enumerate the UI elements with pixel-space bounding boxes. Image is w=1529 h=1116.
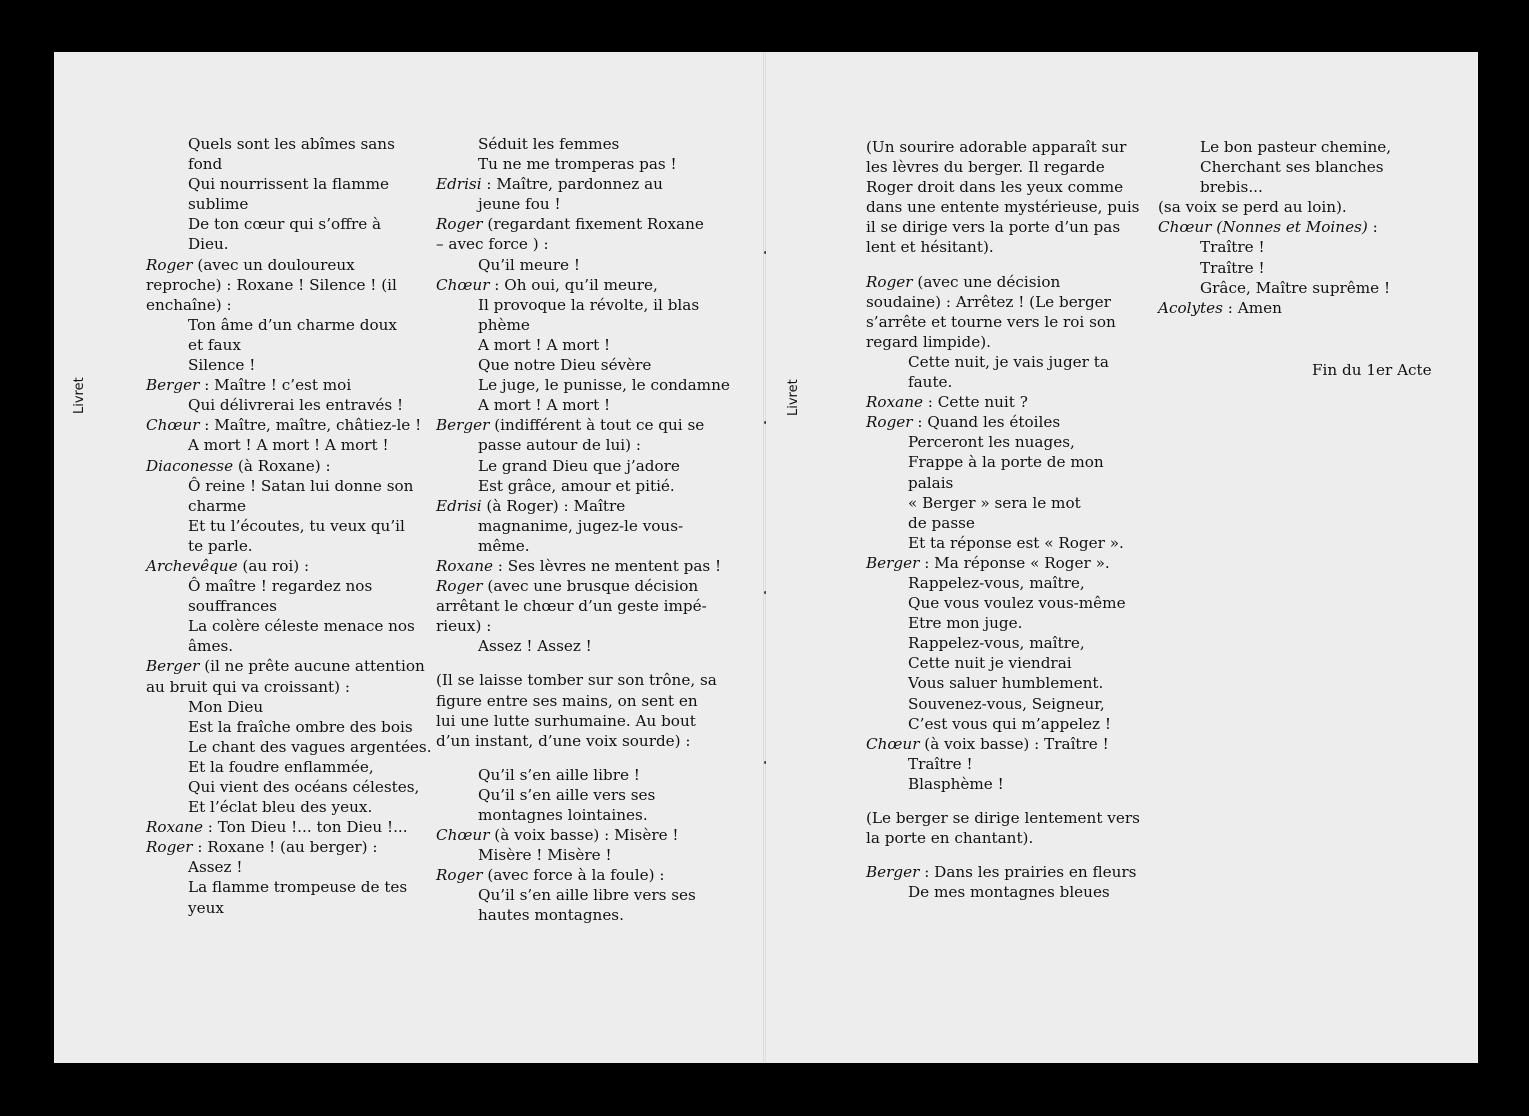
- verse-line: [866, 352, 1146, 372]
- line-text: Ton âme d’un charme doux: [188, 315, 397, 334]
- line-text: A mort ! A mort !: [478, 396, 611, 415]
- verse-line: [436, 375, 736, 395]
- line-text: enchaîne) :: [146, 295, 232, 314]
- line-text: charme: [188, 496, 246, 515]
- verse-line: [436, 154, 736, 174]
- verse-line: [866, 312, 1146, 332]
- line-text: – avec force ) :: [436, 235, 549, 254]
- speaker-name: Roger: [436, 577, 483, 596]
- line-text: souffrances: [188, 597, 277, 616]
- speaker-line: [1158, 217, 1458, 237]
- line-text: palais: [908, 473, 954, 492]
- line-text: (il ne prête aucune attention: [199, 657, 425, 676]
- verse-line: [866, 292, 1146, 312]
- line-text: De mes montagnes bleues: [908, 883, 1110, 902]
- verse-line: [146, 234, 426, 254]
- line-text: Blasphème !: [908, 774, 1004, 793]
- speaker-name: Acolytes: [1158, 298, 1223, 317]
- line-text: La flamme trompeuse de tes: [188, 878, 408, 897]
- verse-line: [146, 154, 426, 174]
- line-text: (regardant fixement Roxane: [482, 215, 704, 234]
- line-text: figure entre ses mains, on sent en: [436, 691, 698, 710]
- line-text: : Ses lèvres ne mentent pas !: [492, 556, 722, 575]
- line-text: Qu’il s’en aille libre !: [478, 765, 640, 784]
- verse-line: [436, 765, 736, 785]
- line-text: Rappelez-vous, maître,: [908, 573, 1085, 592]
- line-text: « Berger » sera le mot: [908, 493, 1081, 512]
- speaker-name: Diaconesse: [146, 456, 234, 475]
- verse-line: [146, 757, 426, 777]
- verse-line: [146, 697, 426, 717]
- speaker-line: [146, 656, 426, 676]
- line-text: : Ton Dieu !... ton Dieu !...: [202, 818, 408, 837]
- right-column-1: [866, 137, 1146, 902]
- line-text: Et la foudre enflammée,: [188, 757, 374, 776]
- verse-line: [436, 805, 736, 825]
- speaker-line: [436, 496, 736, 516]
- line-text: (Le berger se dirige lentement vers: [866, 809, 1140, 827]
- line-text: Vous saluer humblement.: [908, 674, 1104, 693]
- line-text: Et tu l’écoutes, tu veux qu’il: [188, 516, 405, 535]
- verse-line: [866, 157, 1146, 177]
- line-text: Mon Dieu: [188, 697, 264, 716]
- line-text: :: [1367, 218, 1378, 237]
- right-page: [766, 52, 1478, 1063]
- speaker-name: Roger: [436, 866, 483, 885]
- verse-line: [436, 435, 736, 455]
- line-text: Traître !: [908, 754, 973, 773]
- line-text: (indifférent à tout ce qui se: [489, 416, 705, 435]
- verse-line: [436, 476, 736, 496]
- verse-line: [866, 573, 1146, 593]
- line-text: Souvenez-vous, Seigneur,: [908, 694, 1105, 713]
- speaker-line: [436, 556, 736, 576]
- verse-line: [1158, 278, 1458, 298]
- verse-line: [866, 694, 1146, 714]
- speaker-name: Archevêque: [146, 556, 238, 575]
- verse-line: [436, 711, 736, 731]
- line-text: phème: [478, 315, 530, 334]
- speaker-name: Roger: [436, 215, 483, 234]
- verse-line: [866, 432, 1146, 452]
- line-text: soudaine) : Arrêtez ! (Le berger: [866, 292, 1111, 311]
- verse-line: [866, 237, 1146, 257]
- line-text: Qu’il s’en aille libre vers ses: [478, 886, 696, 905]
- verse-line: [436, 536, 736, 556]
- verse-line: [436, 596, 736, 616]
- verse-line: [436, 456, 736, 476]
- line-text: Que notre Dieu sévère: [478, 356, 652, 375]
- speaker-line: [436, 825, 736, 845]
- verse-line: [1158, 137, 1458, 157]
- right-column-2: [1158, 137, 1458, 318]
- verse-line: [866, 673, 1146, 693]
- line-text: A mort ! A mort !: [478, 335, 611, 354]
- line-text: regard limpide).: [866, 332, 991, 351]
- line-text: Traître !: [1200, 238, 1265, 257]
- speaker-name: Chœur (Nonnes et Moines): [1158, 218, 1368, 237]
- verse-line: [866, 774, 1146, 794]
- line-text: passe autour de lui) :: [478, 436, 642, 455]
- verse-line: [146, 476, 426, 496]
- speaker-line: [436, 576, 736, 596]
- line-text: au bruit qui va croissant) :: [146, 677, 351, 696]
- verse-line: [866, 493, 1146, 513]
- line-text: sublime: [188, 195, 249, 214]
- verse-line: [436, 355, 736, 375]
- speaker-name: Chœur: [866, 734, 920, 753]
- verse-line: [436, 785, 736, 805]
- speaker-line: [1158, 298, 1458, 318]
- line-text: Rappelez-vous, maître,: [908, 634, 1085, 653]
- speaker-line: [146, 415, 426, 435]
- verse-line: [866, 197, 1146, 217]
- line-text: la porte en chantant).: [866, 829, 1034, 848]
- line-text: lui une lutte surhumaine. Au bout: [436, 711, 696, 730]
- line-text: Qui vient des océans célestes,: [188, 778, 420, 796]
- verse-line: [866, 217, 1146, 237]
- verse-line: [1158, 177, 1458, 197]
- line-text: (Un sourire adorable apparaît sur: [866, 138, 1127, 156]
- line-text: Il provoque la révolte, il blas: [478, 295, 700, 314]
- speaker-name: Roger: [146, 255, 193, 274]
- speaker-name: Roxane: [146, 818, 203, 837]
- stanza-gap: [866, 848, 1146, 862]
- line-text: Est grâce, amour et pitié.: [478, 476, 675, 495]
- line-text: Tu ne me tromperas pas !: [478, 155, 677, 174]
- verse-line: [146, 616, 426, 636]
- line-text: rieux) :: [436, 617, 492, 636]
- stanza-gap: [866, 258, 1146, 272]
- line-text: : Cette nuit ?: [922, 393, 1028, 412]
- line-text: Perceront les nuages,: [908, 433, 1075, 452]
- verse-line: [866, 332, 1146, 352]
- verse-line: [436, 845, 736, 865]
- verse-line: [866, 808, 1146, 828]
- line-text: Le grand Dieu que j’adore: [478, 456, 680, 475]
- line-text: Traître !: [1200, 258, 1265, 277]
- speaker-name: Edrisi: [436, 175, 482, 194]
- side-label-livret-right: Livret: [786, 379, 801, 416]
- line-text: Roger droit dans les yeux comme: [866, 178, 1124, 197]
- verse-line: [146, 877, 426, 897]
- line-text: Silence !: [188, 356, 256, 375]
- verse-line: [436, 616, 736, 636]
- verse-line: [146, 295, 426, 315]
- line-text: lent et hésitant).: [866, 238, 994, 257]
- speaker-line: [146, 837, 426, 857]
- line-text: : Dans les prairies en fleurs: [919, 863, 1137, 882]
- line-text: Et ta réponse est « Roger ».: [908, 533, 1124, 552]
- verse-line: [866, 372, 1146, 392]
- line-text: Qui délivrerai les entravés !: [188, 396, 404, 415]
- line-text: Grâce, Maître suprême !: [1200, 278, 1391, 297]
- verse-line: [146, 777, 426, 797]
- speaker-name: Edrisi: [436, 496, 482, 515]
- speaker-name: Berger: [436, 416, 490, 435]
- verse-line: [866, 137, 1146, 157]
- verse-line: [866, 593, 1146, 613]
- line-text: et faux: [188, 335, 241, 354]
- verse-line: [146, 737, 432, 757]
- verse-line: [436, 670, 736, 690]
- line-text: Le chant des vagues argentées.: [188, 737, 432, 756]
- verse-line: [146, 536, 426, 556]
- line-text: brebis...: [1200, 178, 1263, 197]
- speaker-name: Roxane: [436, 556, 493, 575]
- verse-line: [436, 335, 736, 355]
- verse-line: [436, 885, 736, 905]
- line-text: même.: [478, 536, 530, 555]
- line-text: Assez !: [188, 858, 243, 877]
- speaker-line: [146, 255, 426, 275]
- verse-line: [146, 576, 426, 596]
- speaker-name: Roger: [866, 413, 913, 432]
- verse-line: [146, 898, 426, 918]
- line-text: jeune fou !: [478, 195, 561, 214]
- line-text: d’un instant, d’une voix sourde) :: [436, 731, 691, 750]
- verse-line: [866, 177, 1146, 197]
- line-text: : Amen: [1222, 298, 1282, 317]
- verse-line: [866, 473, 1146, 493]
- stanza-gap: [866, 794, 1146, 808]
- verse-line: [1158, 237, 1458, 257]
- line-text: Etre mon juge.: [908, 614, 1023, 633]
- line-text: dans une entente mystérieuse, puis: [866, 198, 1140, 217]
- line-text: yeux: [188, 898, 224, 917]
- speaker-line: [436, 865, 736, 885]
- verse-line: [866, 828, 1146, 848]
- line-text: : Roxane ! (au berger) :: [192, 838, 378, 857]
- line-text: fond: [188, 155, 223, 174]
- speaker-line: [146, 817, 426, 837]
- verse-line: [866, 714, 1146, 734]
- line-text: te parle.: [188, 536, 253, 555]
- verse-line: [146, 315, 426, 335]
- line-text: Ô reine ! Satan lui donne son: [188, 476, 414, 495]
- speaker-line: [866, 412, 1146, 432]
- verse-line: [146, 194, 426, 214]
- line-text: (à voix basse) : Traître !: [919, 734, 1109, 753]
- verse-line: [146, 335, 426, 355]
- line-text: (à voix basse) : Misère !: [489, 826, 679, 845]
- verse-line: [146, 797, 426, 817]
- speaker-line: [436, 174, 736, 194]
- speaker-name: Chœur: [436, 275, 490, 294]
- speaker-name: Berger: [866, 863, 920, 882]
- verse-line: [436, 691, 736, 711]
- line-text: (avec une brusque décision: [482, 577, 699, 596]
- line-text: Cherchant ses blanches: [1200, 158, 1384, 177]
- verse-line: [866, 533, 1146, 553]
- line-text: âmes.: [188, 637, 234, 656]
- speaker-line: [866, 734, 1146, 754]
- line-text: Et l’éclat bleu des yeux.: [188, 798, 373, 817]
- verse-line: [436, 134, 736, 154]
- line-text: A mort ! A mort ! A mort !: [188, 436, 389, 455]
- speaker-name: Roger: [866, 272, 913, 291]
- verse-line: [436, 315, 736, 335]
- line-text: Frappe à la porte de mon: [908, 453, 1104, 472]
- verse-line: [866, 452, 1146, 472]
- line-text: : Ma réponse « Roger ».: [919, 553, 1110, 572]
- line-text: hautes montagnes.: [478, 906, 624, 925]
- line-text: : Oh oui, qu’il meure,: [489, 275, 658, 294]
- verse-line: [1158, 157, 1458, 177]
- verse-line: [436, 295, 736, 315]
- verse-line: [146, 516, 426, 536]
- line-text: Qu’il s’en aille vers ses: [478, 785, 656, 804]
- line-text: Séduit les femmes: [478, 135, 620, 153]
- stanza-gap: [436, 656, 736, 670]
- line-text: : Maître, maître, châtiez-le !: [199, 416, 422, 435]
- line-text: (Il se laisse tomber sur son trône, sa: [436, 671, 717, 690]
- line-text: reproche) : Roxane ! Silence ! (il: [146, 275, 397, 294]
- line-text: Le juge, le punisse, le condamne: [478, 376, 730, 395]
- line-text: (avec force à la foule) :: [482, 866, 665, 885]
- speaker-name: Berger: [146, 376, 200, 395]
- side-label-livret-left: Livret: [72, 377, 87, 414]
- line-text: Quels sont les abîmes sans: [188, 135, 395, 153]
- speaker-name: Roxane: [866, 393, 923, 412]
- line-text: (à Roxane) :: [233, 456, 331, 475]
- line-text: Dieu.: [188, 235, 229, 254]
- verse-line: [146, 174, 426, 194]
- left-column-1: [146, 134, 432, 918]
- left-column-2: [436, 134, 736, 926]
- line-text: : Quand les étoiles: [912, 413, 1061, 432]
- verse-line: [146, 214, 426, 234]
- line-text: (au roi) :: [237, 556, 310, 575]
- verse-line: [436, 731, 736, 751]
- verse-line: [146, 857, 426, 877]
- speaker-line: [866, 553, 1146, 573]
- line-text: (avec un douloureux: [192, 255, 355, 274]
- line-text: Que vous voulez vous-même: [908, 594, 1126, 613]
- speaker-line: [146, 456, 426, 476]
- line-text: les lèvres du berger. Il regarde: [866, 158, 1105, 177]
- speaker-line: [436, 415, 736, 435]
- line-text: Cette nuit je viendrai: [908, 654, 1072, 673]
- line-text: Ô maître ! regardez nos: [188, 577, 373, 596]
- line-text: Le bon pasteur chemine,: [1200, 138, 1392, 156]
- line-text: (sa voix se perd au loin).: [1158, 198, 1347, 217]
- speaker-line: [866, 862, 1146, 882]
- line-text: magnanime, jugez-le vous-: [478, 516, 684, 535]
- speaker-line: [436, 214, 736, 234]
- verse-line: [1158, 197, 1458, 217]
- line-text: : Maître, pardonnez au: [481, 175, 663, 194]
- speaker-line: [146, 556, 426, 576]
- speaker-name: Berger: [146, 657, 200, 676]
- verse-line: [436, 516, 736, 536]
- line-text: (à Roger) : Maître: [481, 496, 626, 515]
- speaker-name: Chœur: [146, 416, 200, 435]
- verse-line: [146, 435, 426, 455]
- speaker-name: Roger: [146, 838, 193, 857]
- verse-line: [866, 754, 1146, 774]
- line-text: Misère ! Misère !: [478, 846, 612, 865]
- verse-line: [866, 513, 1146, 533]
- verse-line: [146, 717, 426, 737]
- verse-line: [866, 882, 1146, 902]
- verse-line: [436, 194, 736, 214]
- verse-line: [436, 905, 736, 925]
- speaker-name: Berger: [866, 553, 920, 572]
- speaker-line: [866, 272, 1146, 292]
- verse-line: [866, 653, 1146, 673]
- verse-line: [436, 395, 736, 415]
- line-text: arrêtant le chœur d’un geste impé-: [436, 597, 707, 616]
- verse-line: [146, 677, 426, 697]
- line-text: Assez ! Assez !: [478, 637, 592, 656]
- line-text: montagnes lointaines.: [478, 806, 648, 824]
- verse-line: [146, 636, 426, 656]
- speaker-line: [866, 392, 1146, 412]
- verse-line: [866, 633, 1146, 653]
- verse-line: [146, 275, 426, 295]
- end-of-act-text: Fin du 1er Acte: [1312, 361, 1432, 379]
- line-text: Est la fraîche ombre des bois: [188, 717, 413, 736]
- line-text: Qui nourrissent la flamme: [188, 175, 390, 194]
- verse-line: [436, 636, 736, 656]
- verse-line: [866, 613, 1146, 633]
- line-text: La colère céleste menace nos: [188, 617, 415, 636]
- verse-line: [436, 234, 736, 254]
- line-text: Qu’il meure !: [478, 255, 580, 274]
- line-text: de passe: [908, 513, 975, 532]
- line-text: De ton cœur qui s’offre à: [188, 215, 382, 234]
- line-text: il se dirige vers la porte d’un pas: [866, 218, 1121, 237]
- speaker-name: Chœur: [436, 826, 490, 845]
- line-text: Cette nuit, je vais juger ta: [908, 352, 1109, 371]
- verse-line: [146, 496, 426, 516]
- verse-line: [146, 395, 426, 415]
- verse-line: [146, 596, 426, 616]
- left-page: [54, 52, 764, 1063]
- verse-line: [146, 134, 426, 154]
- verse-line: [436, 255, 736, 275]
- speaker-line: [436, 275, 736, 295]
- line-text: (avec une décision: [912, 272, 1061, 291]
- line-text: faute.: [908, 373, 953, 392]
- verse-line: [146, 355, 426, 375]
- line-text: C’est vous qui m’appelez !: [908, 714, 1111, 733]
- verse-line: [1158, 258, 1458, 278]
- stanza-gap: [436, 751, 736, 765]
- line-text: s’arrête et tourne vers le roi son: [866, 312, 1116, 331]
- speaker-line: [146, 375, 426, 395]
- line-text: : Maître ! c’est moi: [199, 376, 352, 395]
